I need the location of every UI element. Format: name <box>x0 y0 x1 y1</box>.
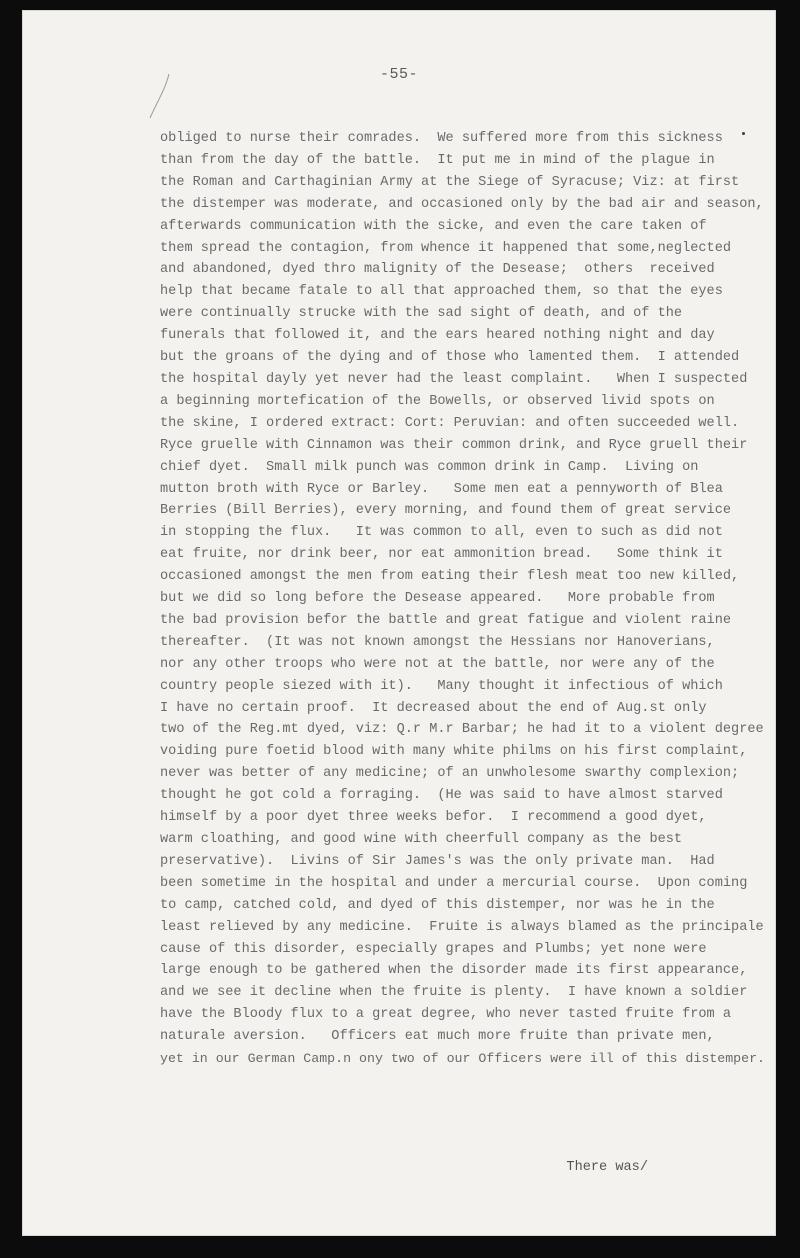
page-number: -55- <box>379 66 418 83</box>
text-line: cause of this disorder, especially grapes and Plumbs; yet none were <box>160 941 707 957</box>
text-line: naturale aversion. Officers eat much more fruite than private men, <box>160 1029 715 1045</box>
text-line: yet in our German Camp.n ony two of our Officers were ill of this distemper. <box>160 1051 766 1067</box>
text-line: mutton broth with Ryce or Barley. Some men eat a pennyworth of Blea <box>160 481 723 497</box>
text-line: the bad provision befor the battle and great fatigue and violent raine <box>160 612 732 628</box>
catchword: There was/ <box>566 1160 648 1175</box>
text-line: never was better of any medicine; of an unwholesome swarthy complexion; <box>160 766 740 782</box>
text-line: in stopping the flux. It was common to all, even to such as did not <box>160 525 723 541</box>
text-line: Berries (Bill Berries), every morning, and found them of great service <box>160 503 732 519</box>
text-line: thought he got cold a forraging. (He was said to have almost starved <box>160 788 723 804</box>
text-line: and abandoned, dyed thro malignity of the Desease; others received <box>160 262 715 278</box>
document-page <box>22 10 776 1236</box>
text-line: help that became fatale to all that approached them, so that the eyes <box>160 284 723 300</box>
text-line: preservative). Livins of Sir James's was the only private man. Had <box>160 853 715 869</box>
text-line: and we see it decline when the fruite is plenty. I have known a soldier <box>160 985 748 1001</box>
text-line: been sometime in the hospital and under a mercurial course. Upon coming <box>160 875 748 891</box>
text-line: obliged to nurse their comrades. We suffered more from this sickness <box>160 131 723 146</box>
text-line: them spread the contagion, from whence it happened that some,neglected <box>160 240 732 256</box>
text-line: the hospital dayly yet never had the least complaint. When I suspected <box>160 371 748 387</box>
text-line: occasioned amongst the men from eating their flesh meat too new killed, <box>160 569 740 585</box>
text-line: a beginning mortefication of the Bowells, or observed livid spots on <box>160 393 715 409</box>
text-line: country people siezed with it). Many thought it infectious of which <box>160 678 723 694</box>
paper-speck <box>742 132 745 135</box>
text-line: funerals that followed it, and the ears heared nothing night and day <box>160 328 715 344</box>
text-line: eat fruite, nor drink beer, nor eat ammonition bread. Some think it <box>160 547 723 563</box>
text-line: to camp, catched cold, and dyed of this distemper, nor was he in the <box>160 897 715 913</box>
text-line: afterwards communication with the sicke, and even the care taken of <box>160 218 707 234</box>
text-line: least relieved by any medicine. Fruite is always blamed as the principale <box>160 919 764 935</box>
text-line: himself by a poor dyet three weeks befor. I recommend a good dyet, <box>160 810 707 826</box>
text-line: voiding pure foetid blood with many white philms on his first complaint, <box>160 744 748 760</box>
text-line: chief dyet. Small milk punch was common drink in Camp. Living on <box>160 459 699 475</box>
text-line: were continually strucke with the sad sight of death, and of the <box>160 306 683 322</box>
text-line: I have no certain proof. It decreased about the end of Aug.st only <box>160 700 707 716</box>
text-line: but the groans of the dying and of those who lamented them. I attended <box>160 350 740 366</box>
text-line: than from the day of the battle. It put me in mind of the plague in <box>160 152 715 168</box>
text-line: thereafter. (It was not known amongst the Hessians nor Hanoverians, <box>160 634 715 650</box>
text-line: warm cloathing, and good wine with cheerfull company as the best <box>160 832 683 847</box>
text-line: the Roman and Carthaginian Army at the Siege of Syracuse; Viz: at first <box>160 174 740 190</box>
text-line: large enough to be gathered when the disorder made its first appearance, <box>160 963 748 979</box>
text-line: the distemper was moderate, and occasioned only by the bad air and season, <box>160 196 764 212</box>
typescript-body <box>160 128 770 1070</box>
text-line: nor any other troops who were not at the battle, nor were any of the <box>160 656 715 672</box>
text-line: but we did so long before the Desease appeared. More probable from <box>160 591 715 607</box>
text-line: the skine, I ordered extract: Cort: Peruvian: and often succeeded well. <box>160 415 740 431</box>
text-line: two of the Reg.mt dyed, viz: Q.r M.r Barbar; he had it to a violent degree <box>160 722 764 738</box>
text-line: have the Bloody flux to a great degree, who never tasted fruite from a <box>160 1007 732 1023</box>
text-line: Ryce gruelle with Cinnamon was their common drink, and Ryce gruell their <box>160 437 748 453</box>
